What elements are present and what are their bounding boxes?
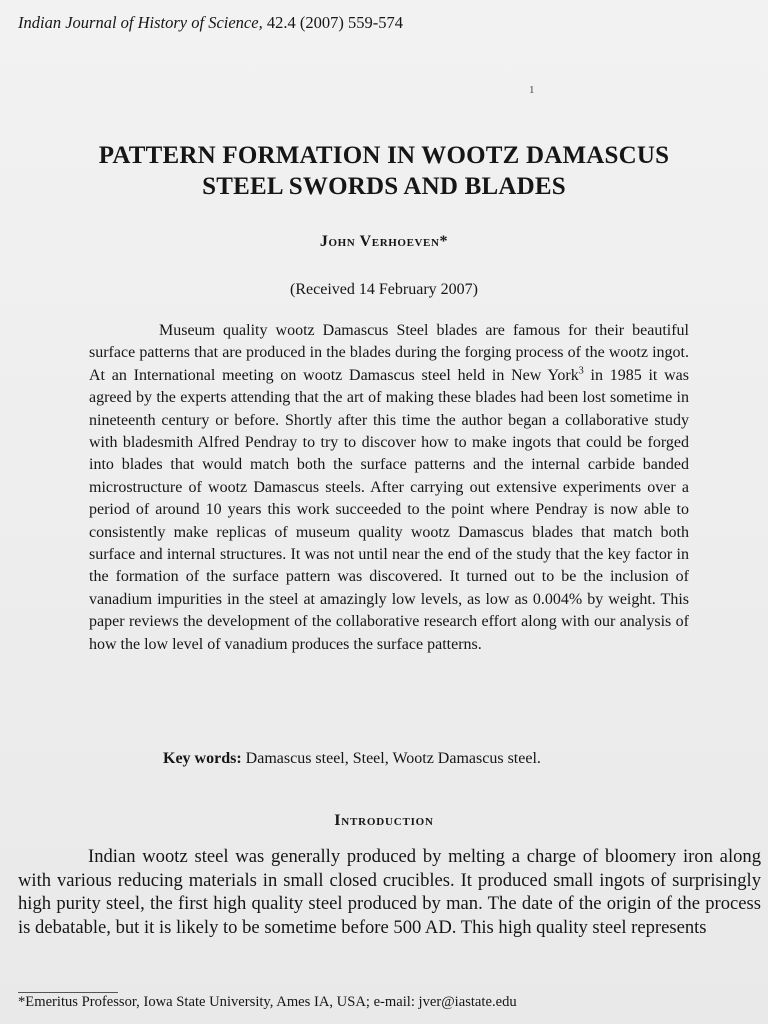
abstract-text-part-2: in 1985 it was agreed by the experts attending that the art of making these blades had been lost sometime in nineteenth century or before. Shortly after this time the author began a collaborative study with bladesmith Alfred Pendray to try to discover how to make ingots that could be forged into blades that would match both the surface patterns and the internal carbide banded microstructure of wootz Damascus steels. After carrying out extensive experiments over a period of around 10 years this work succeeded to the point where Pendray is now able to consistently make replicas of museum quality wootz Damascus blades that match both surface and internal structures. It was not until near the end of the study that the key factor in the formation of the surface pattern was discovered. It turned out to be the inclusion of vanadium impurities in the steel at amazingly low levels, as low as 0.004% by weight. This paper reviews the development of the collaborative research effort along with our analysis of how the low level of vanadium produces the surface patterns. (89, 366, 690, 653)
footnote-reference: 3 (578, 365, 584, 377)
paper-title (20, 140, 748, 202)
abstract-text-part-1: Museum quality wootz Damascus Steel blades are famous for their beautiful surface patterns that are produced in the blades during the forging process of the wootz ingot. At an International meeting on wootz Damascus steel held in New York (89, 322, 689, 384)
section-heading-introduction: Introduction (334, 812, 434, 829)
received-date: (Received 14 February 2007) (290, 281, 478, 298)
journal-volume-pages: 42.4 (2007) 559-574 (262, 13, 403, 32)
page-mark: 1 (529, 84, 535, 96)
paper-title-line-2: STEEL SWORDS AND BLADES (202, 173, 566, 200)
author-affiliation-footnote: *Emeritus Professor, Iowa State University, Ames IA, USA; e-mail: jver@iastate.edu (18, 994, 517, 1010)
keywords (163, 750, 541, 768)
journal-citation-header (18, 13, 403, 33)
keywords-value: Damascus steel, Steel, Wootz Damascus steel. (241, 750, 541, 767)
keywords-label: Key words: (163, 750, 242, 767)
introduction-paragraph: Indian wootz steel was generally produced by melting a charge of bloomery iron along with various reducing materials in small closed crucibles. It produced small ingots of surprisingly high purity steel, the first high quality steel produced by man. The date of the origin of the process is debatable, but it is likely to be sometime before 500 AD. This high quality steel represents (18, 846, 761, 938)
journal-name: Indian Journal of History of Science, (18, 13, 263, 32)
footnote-divider (18, 992, 118, 993)
author-name: John Verhoeven* (319, 233, 449, 250)
paper-title-line-1: PATTERN FORMATION IN WOOTZ DAMASCUS (98, 142, 670, 169)
abstract (89, 320, 689, 656)
